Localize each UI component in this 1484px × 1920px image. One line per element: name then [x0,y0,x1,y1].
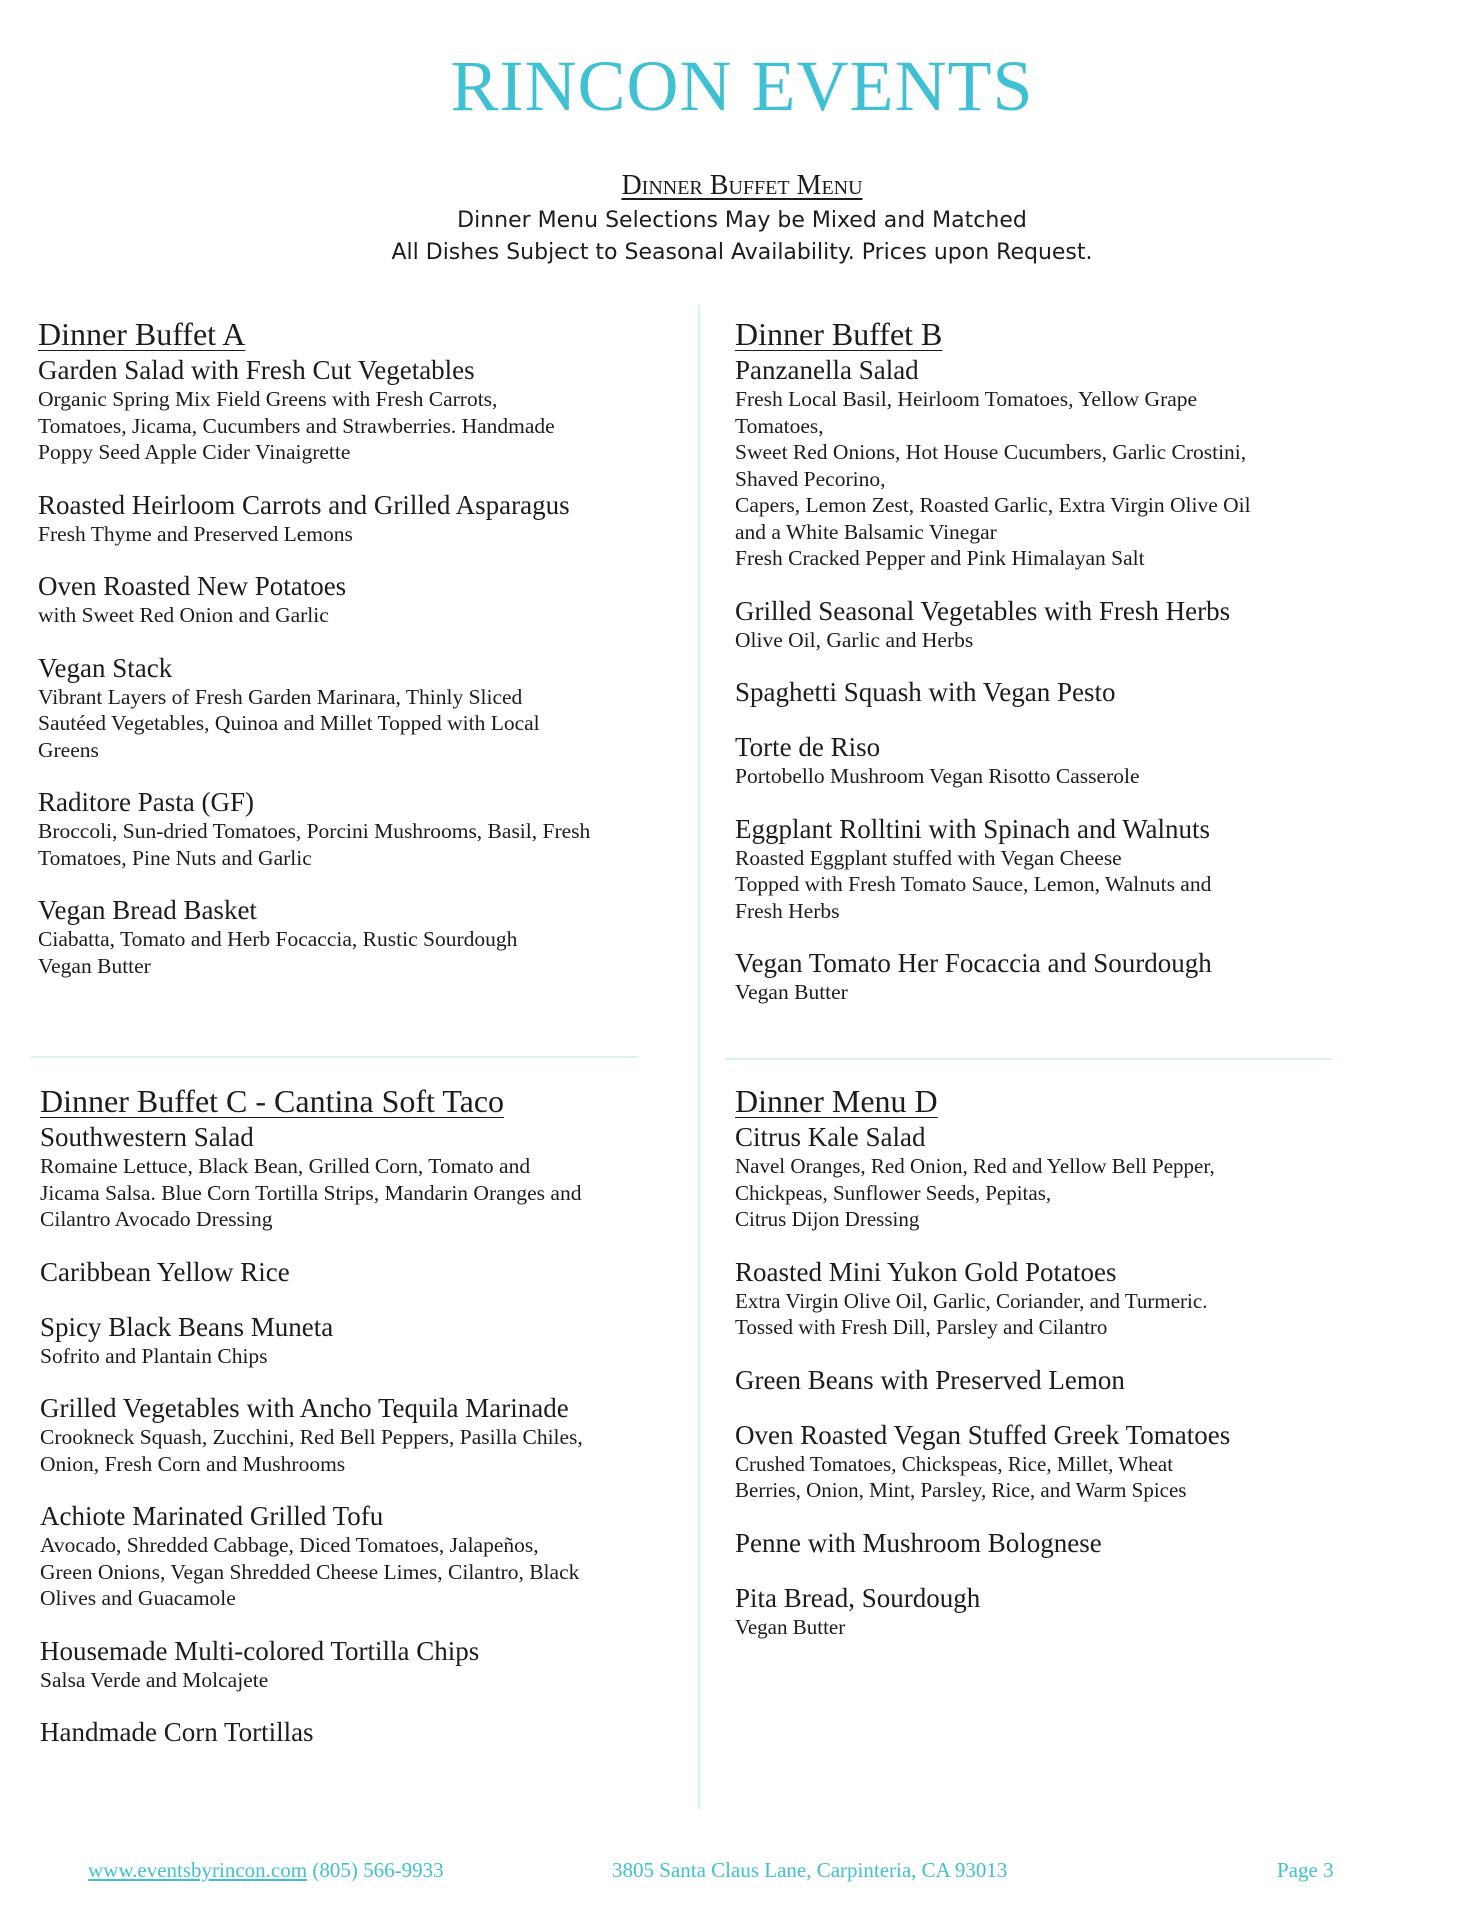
menu-item-name: Spicy Black Beans Muneta [40,1311,334,1342]
menu-item-name: Roasted Mini Yukon Gold Potatoes [735,1256,1117,1287]
menu-item-name: Achiote Marinated Grilled Tofu [40,1501,384,1531]
dinner-menu-d [735,1082,1335,1640]
menu-item-description: Greens [38,737,99,762]
menu-item-name: Handmade Corn Tortillas [40,1717,314,1747]
menu-item-description: Vegan Butter [735,980,848,1004]
menu-item-description: Vegan Butter [735,1614,846,1639]
menu-item-description: Tomatoes, [735,413,824,438]
menu-item-name: Raditore Pasta (GF) [38,787,254,817]
menu-item-name: Grilled Vegetables with Ancho Tequila Marinade [40,1393,569,1423]
footer-contact [88,1858,444,1883]
page-number: Page 3 [1277,1858,1334,1882]
menu-item [735,354,1335,572]
menu-item [735,1419,1335,1504]
menu-item [38,652,678,764]
menu-item-description: Capers, Lemon Zest, Roasted Garlic, Extra Virgin Olive Oil [735,493,1251,517]
section-title: Dinner Menu D [735,1083,938,1119]
menu-item [38,894,678,979]
menu-item [735,1364,1335,1396]
menu-item-name: Vegan Stack [38,652,173,683]
section-title: Dinner Buffet C - Cantina Soft Taco [40,1083,505,1119]
menu-item-description: Fresh Herbs [735,898,840,923]
section-title: Dinner Buffet A [38,316,246,352]
menu-item [735,1256,1335,1341]
menu-item-name: Green Beans with Preserved Lemon [735,1364,1125,1395]
menu-item [40,1256,680,1288]
menu-item-description: Tossed with Fresh Dill, Parsley and Cilantro [735,1315,1108,1339]
dinner-buffet-b [735,315,1335,1006]
menu-item-description: Extra Virgin Olive Oil, Garlic, Coriander, and Turmeric. [735,1288,1208,1313]
menu-item [735,947,1335,1006]
menu-item-description: Fresh Thyme and Preserved Lemons [38,521,353,546]
menu-item-description: Fresh Local Basil, Heirloom Tomatoes, Yellow Grape [735,387,1198,411]
menu-item [40,1716,680,1748]
menu-item [40,1392,680,1477]
dinner-buffet-c [40,1082,680,1748]
menu-item [40,1500,680,1612]
menu-item-description: Vibrant Layers of Fresh Garden Marinara, Thinly Sliced [38,684,523,709]
menu-item-description: Chickpeas, Sunflower Seeds, Pepitas, [735,1180,1052,1205]
menu-item-description: Avocado, Shredded Cabbage, Diced Tomatoes, Jalapeños, [40,1533,539,1557]
menu-item-name: Garden Salad with Fresh Cut Vegetables [38,355,475,385]
menu-item [735,676,1335,708]
menu-item-description: Roasted Eggplant stuffed with Vegan Cheese [735,845,1122,870]
menu-item-name: Pita Bread, Sourdough [735,1582,981,1613]
menu-item-name: Citrus Kale Salad [735,1122,926,1152]
menu-title: Dinner Buffet Menu [621,170,863,201]
menu-item-name: Eggplant Rolltini with Spinach and Walnuts [735,813,1211,844]
menu-item-description: Vegan Butter [38,953,151,978]
menu-item-description: Olives and Guacamole [40,1586,236,1610]
menu-item [40,1635,680,1694]
menu-item [40,1121,680,1233]
menu-item-description: Sofrito and Plantain Chips [40,1343,268,1368]
menu-item-name: Caribbean Yellow Rice [40,1256,290,1287]
menu-item-description: Organic Spring Mix Field Greens with Fresh Carrots, [38,387,498,411]
menu-item [735,1527,1335,1559]
menu-item-description: Tomatoes, Jicama, Cucumbers and Strawberries. Handmade [38,413,555,438]
menu-item [38,786,678,871]
menu-item-description: Romaine Lettuce, Black Bean, Grilled Corn, Tomato and [40,1154,531,1178]
menu-item [40,1311,680,1370]
brand-title: RINCON EVENTS [450,46,1034,126]
column-divider [698,305,700,1810]
menu-subtitle-2: All Dishes Subject to Seasonal Availability. Prices upon Request. [391,240,1093,265]
menu-item-description: Ciabatta, Tomato and Herb Focaccia, Rustic Sourdough [38,927,518,951]
menu-item-name: Roasted Heirloom Carrots and Grilled Asparagus [38,489,570,520]
menu-item-description: Shaved Pecorino, [735,466,886,491]
menu-item-description: Berries, Onion, Mint, Parsley, Rice, and Warm Spices [735,1478,1187,1502]
menu-item [735,595,1335,654]
menu-item-name: Oven Roasted Vegan Stuffed Greek Tomatoes [735,1419,1231,1450]
menu-item-description: Tomatoes, Pine Nuts and Garlic [38,845,312,870]
menu-item-description: and a White Balsamic Vinegar [735,519,997,544]
menu-item [735,1121,1335,1233]
phone-number: (805) 566-9933 [312,1858,444,1882]
menu-item-description: Onion, Fresh Corn and Mushrooms [40,1451,346,1476]
section-divider-left [31,1056,638,1058]
website-link[interactable]: www.eventsbyrincon.com [88,1858,308,1882]
menu-item [735,813,1335,925]
menu-item-name: Vegan Bread Basket [38,895,257,925]
menu-item-description: Poppy Seed Apple Cider Vinaigrette [38,440,351,464]
menu-item-name: Vegan Tomato Her Focaccia and Sourdough [735,948,1212,978]
menu-item-name: Torte de Riso [735,732,881,762]
menu-item-description: Olive Oil, Garlic and Herbs [735,627,974,652]
menu-item-description: Broccoli, Sun-dried Tomatoes, Porcini Mushrooms, Basil, Fresh [38,819,591,843]
menu-item-name: Spaghetti Squash with Vegan Pesto [735,677,1116,707]
menu-subtitle-1: Dinner Menu Selections May be Mixed and Matched [457,208,1027,233]
menu-item-name: Southwestern Salad [40,1122,254,1152]
section-title: Dinner Buffet B [735,316,943,352]
menu-item-description: Crookneck Squash, Zucchini, Red Bell Peppers, Pasilla Chiles, [40,1425,583,1449]
menu-item-description: Topped with Fresh Tomato Sauce, Lemon, Walnuts and [735,872,1212,896]
menu-item-description: with Sweet Red Onion and Garlic [38,603,329,627]
section-divider-right [725,1058,1332,1060]
menu-item [38,354,678,466]
footer-address: 3805 Santa Claus Lane, Carpinteria, CA 93013 [612,1858,1008,1882]
menu-item [38,489,678,548]
menu-item-description: Cilantro Avocado Dressing [40,1207,273,1231]
menu-item-name: Grilled Seasonal Vegetables with Fresh Herbs [735,595,1231,626]
menu-item [38,570,678,629]
menu-item-description: Sautéed Vegetables, Quinoa and Millet Topped with Local [38,711,540,735]
menu-item-description: Navel Oranges, Red Onion, Red and Yellow Bell Pepper, [735,1154,1215,1178]
menu-item-description: Crushed Tomatoes, Chickspeas, Rice, Millet, Wheat [735,1451,1174,1476]
menu-item-description: Portobello Mushroom Vegan Risotto Casserole [735,764,1140,788]
dinner-buffet-a [38,315,678,979]
menu-item-description: Green Onions, Vegan Shredded Cheese Limes, Cilantro, Black [40,1559,580,1584]
menu-item-description: Sweet Red Onions, Hot House Cucumbers, Garlic Crostini, [735,440,1247,464]
menu-item-name: Oven Roasted New Potatoes [38,571,347,601]
menu-item-description: Citrus Dijon Dressing [735,1207,920,1231]
menu-item-name: Housemade Multi-colored Tortilla Chips [40,1635,480,1666]
menu-item-description: Salsa Verde and Molcajete [40,1667,269,1692]
menu-item-description: Jicama Salsa. Blue Corn Tortilla Strips, Mandarin Oranges and [40,1180,582,1205]
menu-item-name: Panzanella Salad [735,355,919,385]
menu-item-description: Fresh Cracked Pepper and Pink Himalayan Salt [735,546,1145,570]
menu-item [735,1582,1335,1641]
menu-item-name: Penne with Mushroom Bolognese [735,1527,1102,1558]
menu-item [735,731,1335,790]
